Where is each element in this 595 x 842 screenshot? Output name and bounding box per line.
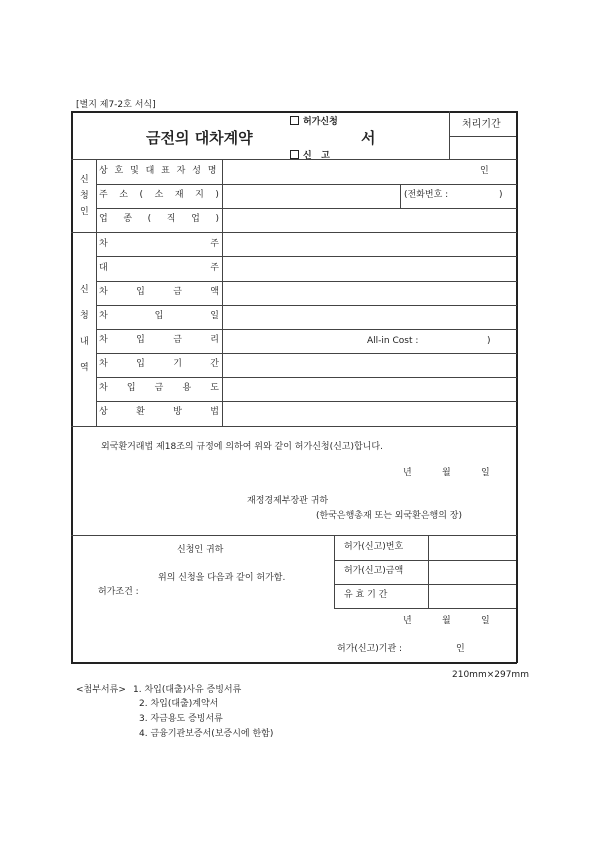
- declaration-text: 외국환거래법 제18조의 규정에 의하여 위와 같이 허가신청(신고)합니다.: [101, 442, 383, 452]
- approval-statement: 위의 신청을 다음과 같이 허가함.: [158, 573, 286, 583]
- declaration-month: 월: [442, 468, 451, 478]
- permit-checkbox[interactable]: [290, 116, 299, 125]
- attachment-item: 1. 차입(대출)사유 증빙서류: [133, 685, 242, 695]
- approval-column-line: [334, 535, 335, 608]
- rule: [71, 426, 517, 427]
- fund-usage-label: 차 입 금 용 도: [99, 383, 219, 393]
- approval-day: 일: [481, 616, 490, 626]
- permit-number-field[interactable]: [429, 536, 516, 560]
- phone-label: (전화번호 :: [404, 190, 449, 200]
- lender-label: 대 주: [99, 263, 219, 273]
- details-section-char: 역: [80, 363, 89, 373]
- section-column-line: [96, 159, 97, 426]
- validity-period-label: 유 효 기 간: [344, 590, 388, 600]
- authority-seal: 인: [456, 644, 465, 654]
- loan-period-label: 차 입 기 간: [99, 359, 219, 369]
- declaration-year: 년: [403, 468, 412, 478]
- permit-amount-label: 허가(신고)금액: [344, 566, 404, 576]
- details-section-char: 청: [80, 311, 89, 321]
- phone-close: ): [499, 190, 503, 200]
- applicant-section-char: 청: [80, 191, 89, 201]
- approval-recipient: 신청인 귀하: [177, 545, 224, 555]
- table-bottom-border: [71, 662, 517, 664]
- attachment-item: 3. 자금용도 증빙서류: [139, 714, 223, 724]
- applicant-section-char: 인: [80, 207, 89, 217]
- table-left-border: [71, 111, 73, 663]
- validity-period-field[interactable]: [429, 585, 516, 608]
- attachment-item: 2. 차입(대출)계약서: [139, 699, 219, 709]
- name-label: 상 호 및 대 표 자 성 명: [99, 166, 219, 176]
- seal-mark: 인: [480, 166, 489, 176]
- repayment-label: 상 환 방 법: [99, 407, 219, 417]
- table-right-border: [516, 111, 518, 663]
- rule: [334, 608, 516, 609]
- form-title: 금전의 대차계약: [146, 129, 253, 147]
- report-checkbox[interactable]: [290, 150, 299, 159]
- declaration-day: 일: [481, 468, 490, 478]
- loan-date-label: 차 입 일: [99, 311, 219, 321]
- business-field[interactable]: [223, 209, 516, 232]
- loan-amount-field[interactable]: [223, 282, 516, 305]
- declaration-recipient-note: (한국은행총재 또는 외국환은행의 장): [316, 511, 463, 521]
- borrower-field[interactable]: [223, 233, 516, 256]
- declaration-recipient: 재정경제부장관 귀하: [247, 496, 329, 506]
- loan-amount-label: 차 입 금 액: [99, 287, 219, 297]
- name-field[interactable]: [223, 160, 516, 184]
- details-section-char: 신: [80, 285, 89, 295]
- business-label: 업 종 ( 직 업 ): [99, 214, 219, 224]
- all-in-cost-label: All-in Cost :: [367, 336, 419, 346]
- phone-column-line: [400, 184, 401, 208]
- details-section-char: 내: [80, 337, 89, 347]
- address-label: 주 소 ( 소 재 지 ): [99, 190, 219, 200]
- authority-label: 허가(신고)기관 :: [337, 644, 403, 654]
- attachments-label: <첨부서류>: [76, 685, 126, 695]
- borrower-label: 차 주: [99, 239, 219, 249]
- form-number: [별지 제7-2호 서식]: [76, 100, 156, 110]
- processing-divider-h: [449, 136, 516, 137]
- interest-rate-label: 차 입 금 리: [99, 335, 219, 345]
- repayment-field[interactable]: [223, 402, 516, 426]
- permit-checkbox-row[interactable]: 허가신청: [290, 116, 338, 127]
- processing-period-label: 처리기간: [462, 119, 501, 130]
- all-in-cost-close: ): [487, 336, 491, 346]
- permit-number-label: 허가(신고)번호: [344, 542, 404, 552]
- loan-period-field[interactable]: [223, 354, 516, 377]
- approval-month: 월: [442, 616, 451, 626]
- paper-size: 210mm×297mm: [452, 670, 529, 680]
- attachment-item: 4. 금융기관보증서(보증시에 한함): [139, 729, 274, 739]
- loan-date-field[interactable]: [223, 306, 516, 329]
- permit-amount-field[interactable]: [429, 561, 516, 584]
- approval-year: 년: [403, 616, 412, 626]
- applicant-section-char: 신: [80, 175, 89, 185]
- approval-condition-label: 허가조건 :: [98, 587, 139, 597]
- form-title-suffix: 서: [361, 129, 376, 147]
- address-field[interactable]: [223, 185, 400, 208]
- report-checkbox-row[interactable]: 신 고: [290, 150, 330, 161]
- processing-divider: [449, 111, 450, 159]
- fund-usage-field[interactable]: [223, 378, 516, 401]
- lender-field[interactable]: [223, 257, 516, 281]
- table-top-border: [71, 111, 517, 113]
